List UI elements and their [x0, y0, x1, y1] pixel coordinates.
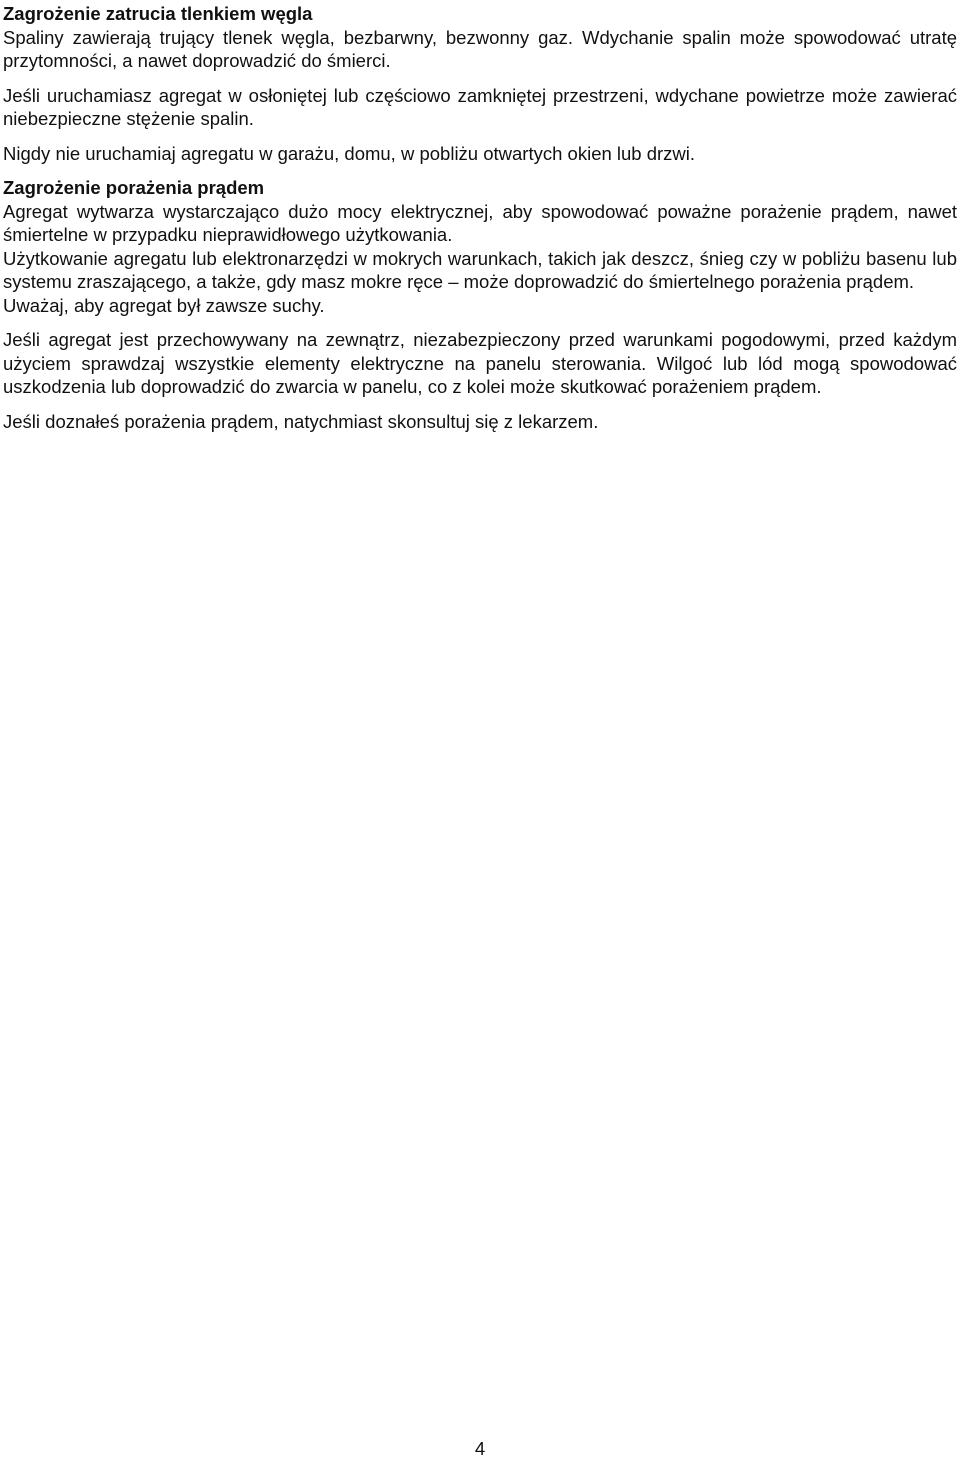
paragraph-shock-5: Jeśli doznałeś porażenia prądem, natychmiast skonsultuj się z lekarzem.: [3, 410, 599, 432]
paragraph-co-1: Spaliny zawierają trujący tlenek węgla, bezbarwny, bezwonny gaz. Wdychanie spalin może spowodować utratę przytomności, a nawet doprowadzić do śmierci.: [3, 26, 957, 71]
paragraph-shock-2: Użytkowanie agregatu lub elektronarzędzi w mokrych warunkach, takich jak deszcz, śnieg czy w pobliżu basenu lub systemu zraszającego, a także, gdy masz mokre ręce – może doprowadzić do śmiertelnego porażenia prądem.: [3, 247, 957, 292]
page-number: 4: [474, 1438, 486, 1459]
paragraph-co-2: Jeśli uruchamiasz agregat w osłoniętej lub częściowo zamkniętej przestrzeni, wdychane powietrze może zawierać niebezpieczne stężenie spalin.: [3, 84, 957, 129]
section-heading-carbon-monoxide: Zagrożenie zatrucia tlenkiem węgla: [3, 3, 313, 24]
paragraph-co-3: Nigdy nie uruchamiaj agregatu w garażu, domu, w pobliżu otwartych okien lub drzwi.: [3, 142, 696, 164]
paragraph-shock-4: Jeśli agregat jest przechowywany na zewnątrz, niezabezpieczony przed warunkami pogodowymi, przed każdym użyciem sprawdzaj wszystkie elementy elektryczne na panelu sterowania. Wilgoć lub lód mogą spowodować uszkodzenia lub doprowadzić do zwarcia w panelu, co z kolei może skutkować porażeniem prądem.: [3, 329, 957, 397]
section-electric-shock: [3, 176, 957, 433]
paragraph-shock-1: Agregat wytwarza wystarczająco dużo mocy elektrycznej, aby spowodować poważne porażenie prądem, nawet śmiertelne w przypadku nieprawidłowego użytkowania.: [3, 200, 957, 245]
section-heading-electric-shock: Zagrożenie porażenia prądem: [3, 177, 265, 198]
page-content: [3, 2, 957, 433]
paragraph-shock-3: Uważaj, aby agregat był zawsze suchy.: [3, 294, 325, 316]
section-carbon-monoxide: [3, 2, 957, 165]
